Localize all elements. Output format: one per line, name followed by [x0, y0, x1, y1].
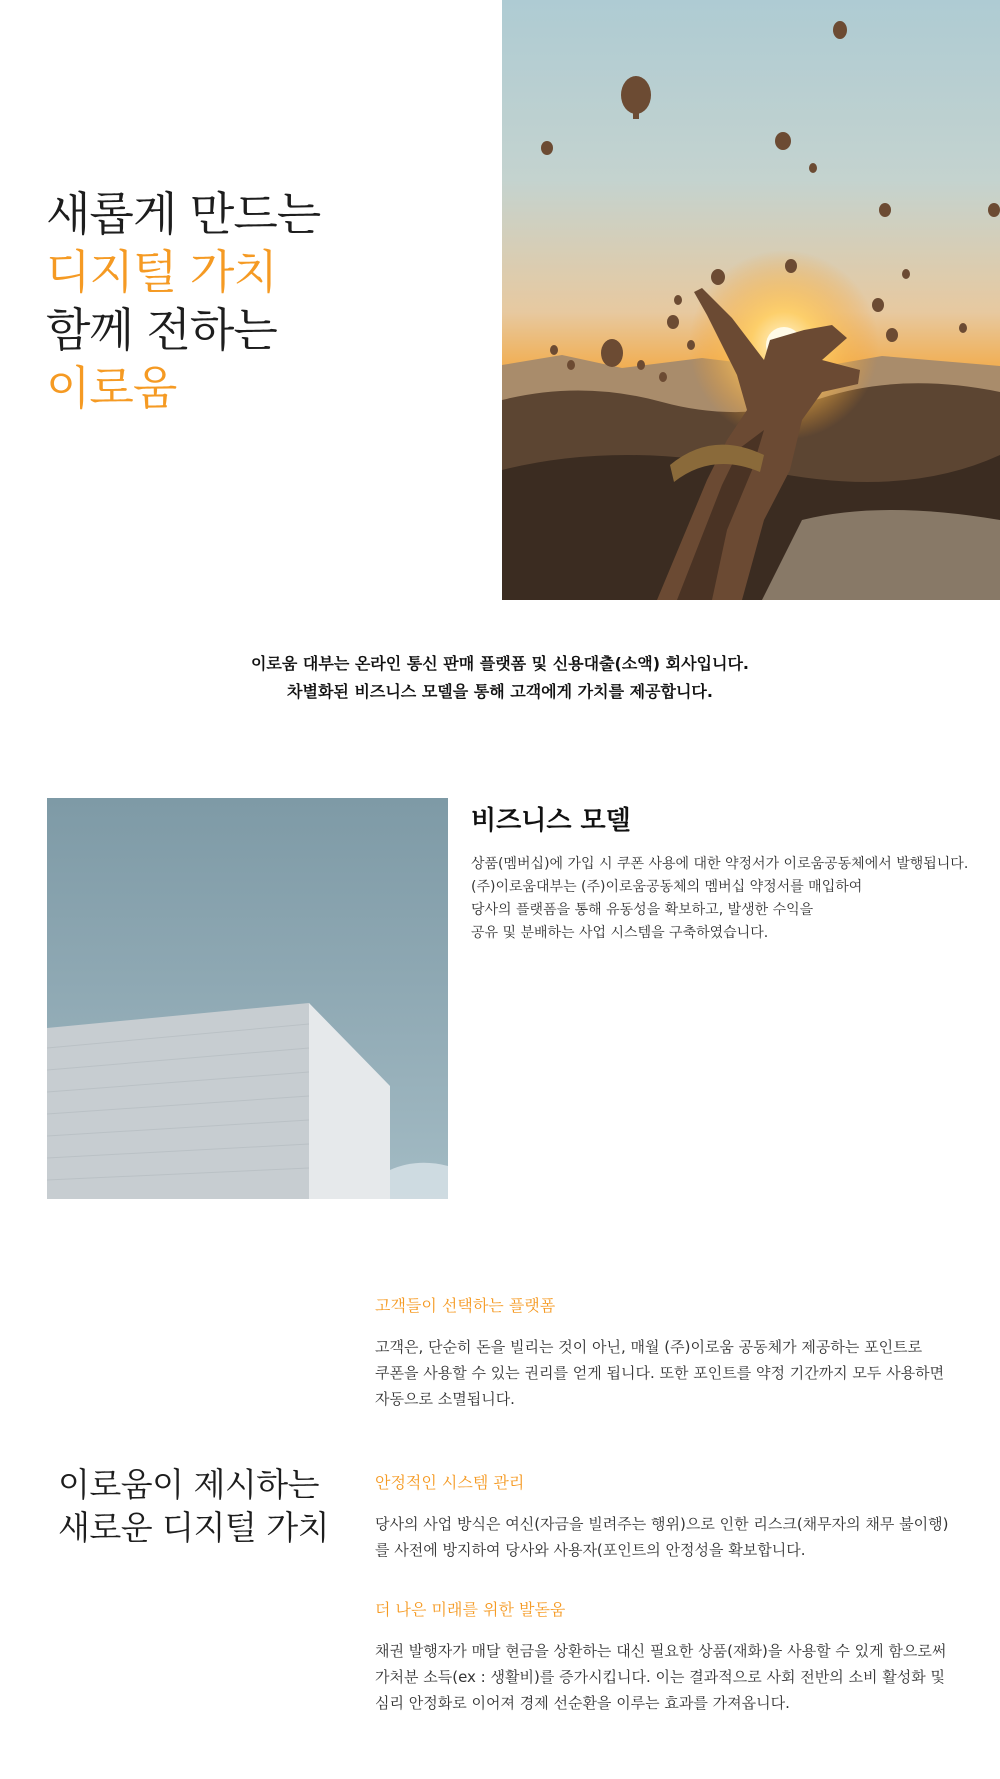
business-model-description: [471, 853, 981, 945]
intro-line-1: 이로움 대부는 온라인 통신 판매 플랫폼 및 신용대출(소액) 회사입니다.: [250, 654, 750, 673]
value-text-line: 가처분 소득(ex : 생활비)를 증가시킵니다. 이는 결과적으로 사회 전반의 소비 활성화 및: [375, 1668, 945, 1686]
business-model-title: 비즈니스 모델: [471, 806, 631, 836]
hero-photo-hand-sunset-balloons: [502, 0, 1000, 600]
value-item-platform: [375, 1293, 985, 1412]
hero-line-4: 이로움: [46, 361, 177, 415]
values-heading-line-2: 새로운 디지털 가치: [58, 1508, 330, 1547]
value-title: 안정적인 시스템 관리: [375, 1473, 525, 1492]
hero-photo-illustration: [502, 0, 1000, 600]
hero-title: [46, 185, 320, 417]
value-item-future: [375, 1597, 985, 1716]
value-text-line: 를 사전에 방지하여 당사와 사용자(포인트의 안정성을 확보합니다.: [375, 1541, 806, 1559]
business-model-photo-building: [47, 798, 448, 1199]
intro-text: [0, 650, 1000, 706]
value-text-line: 자동으로 소멸됩니다.: [375, 1390, 515, 1408]
values-heading: [58, 1463, 329, 1549]
business-model-line-4: 공유 및 분배하는 사업 시스템을 구축하였습니다.: [471, 925, 769, 941]
hero-line-1: 새롭게 만드는: [46, 187, 321, 241]
intro-line-2: 차별화된 비즈니스 모델을 통해 고객에게 가치를 제공합니다.: [287, 682, 713, 701]
value-text-line: 쿠폰을 사용할 수 있는 권리를 얻게 됩니다. 또한 포인트를 약정 기간까지 모두 사용하면: [375, 1364, 945, 1382]
value-text-line: 심리 안정화로 이어져 경제 선순환을 이루는 효과를 가져옵니다.: [375, 1694, 790, 1712]
value-text: [375, 1511, 985, 1563]
hero-line-2: 디지털 가치: [46, 245, 277, 299]
hero-line-3: 함께 전하는: [46, 303, 277, 357]
building-illustration: [47, 798, 448, 1199]
value-title: 더 나은 미래를 위한 발돋움: [375, 1600, 566, 1619]
value-text: [375, 1334, 985, 1412]
value-text-line: 채권 발행자가 매달 현금을 상환하는 대신 필요한 상품(재화)을 사용할 수 있게 함으로써: [375, 1642, 947, 1660]
business-model-line-3: 당사의 플랫폼을 통해 유동성을 확보하고, 발생한 수익을: [471, 902, 814, 918]
business-model-line-2: (주)이로움대부는 (주)이로움공동체의 멤버십 약정서를 매입하여: [471, 879, 863, 895]
value-text: [375, 1638, 985, 1716]
value-item-system: [375, 1470, 985, 1563]
value-text-line: 당사의 사업 방식은 여신(자금을 빌려주는 행위)으로 인한 리스크(채무자의 채무 불이행): [375, 1515, 949, 1533]
business-model-line-1: 상품(멤버십)에 가입 시 쿠폰 사용에 대한 약정서가 이로움공동체에서 발행됩니다.: [471, 856, 969, 872]
value-title: 고객들이 선택하는 플랫폼: [375, 1296, 556, 1315]
value-text-line: 고객은, 단순히 돈을 빌리는 것이 아닌, 매월 (주)이로움 공동체가 제공하는 포인트로: [375, 1338, 923, 1356]
values-heading-line-1: 이로움이 제시하는: [58, 1465, 320, 1504]
hero-section: [0, 0, 1000, 600]
